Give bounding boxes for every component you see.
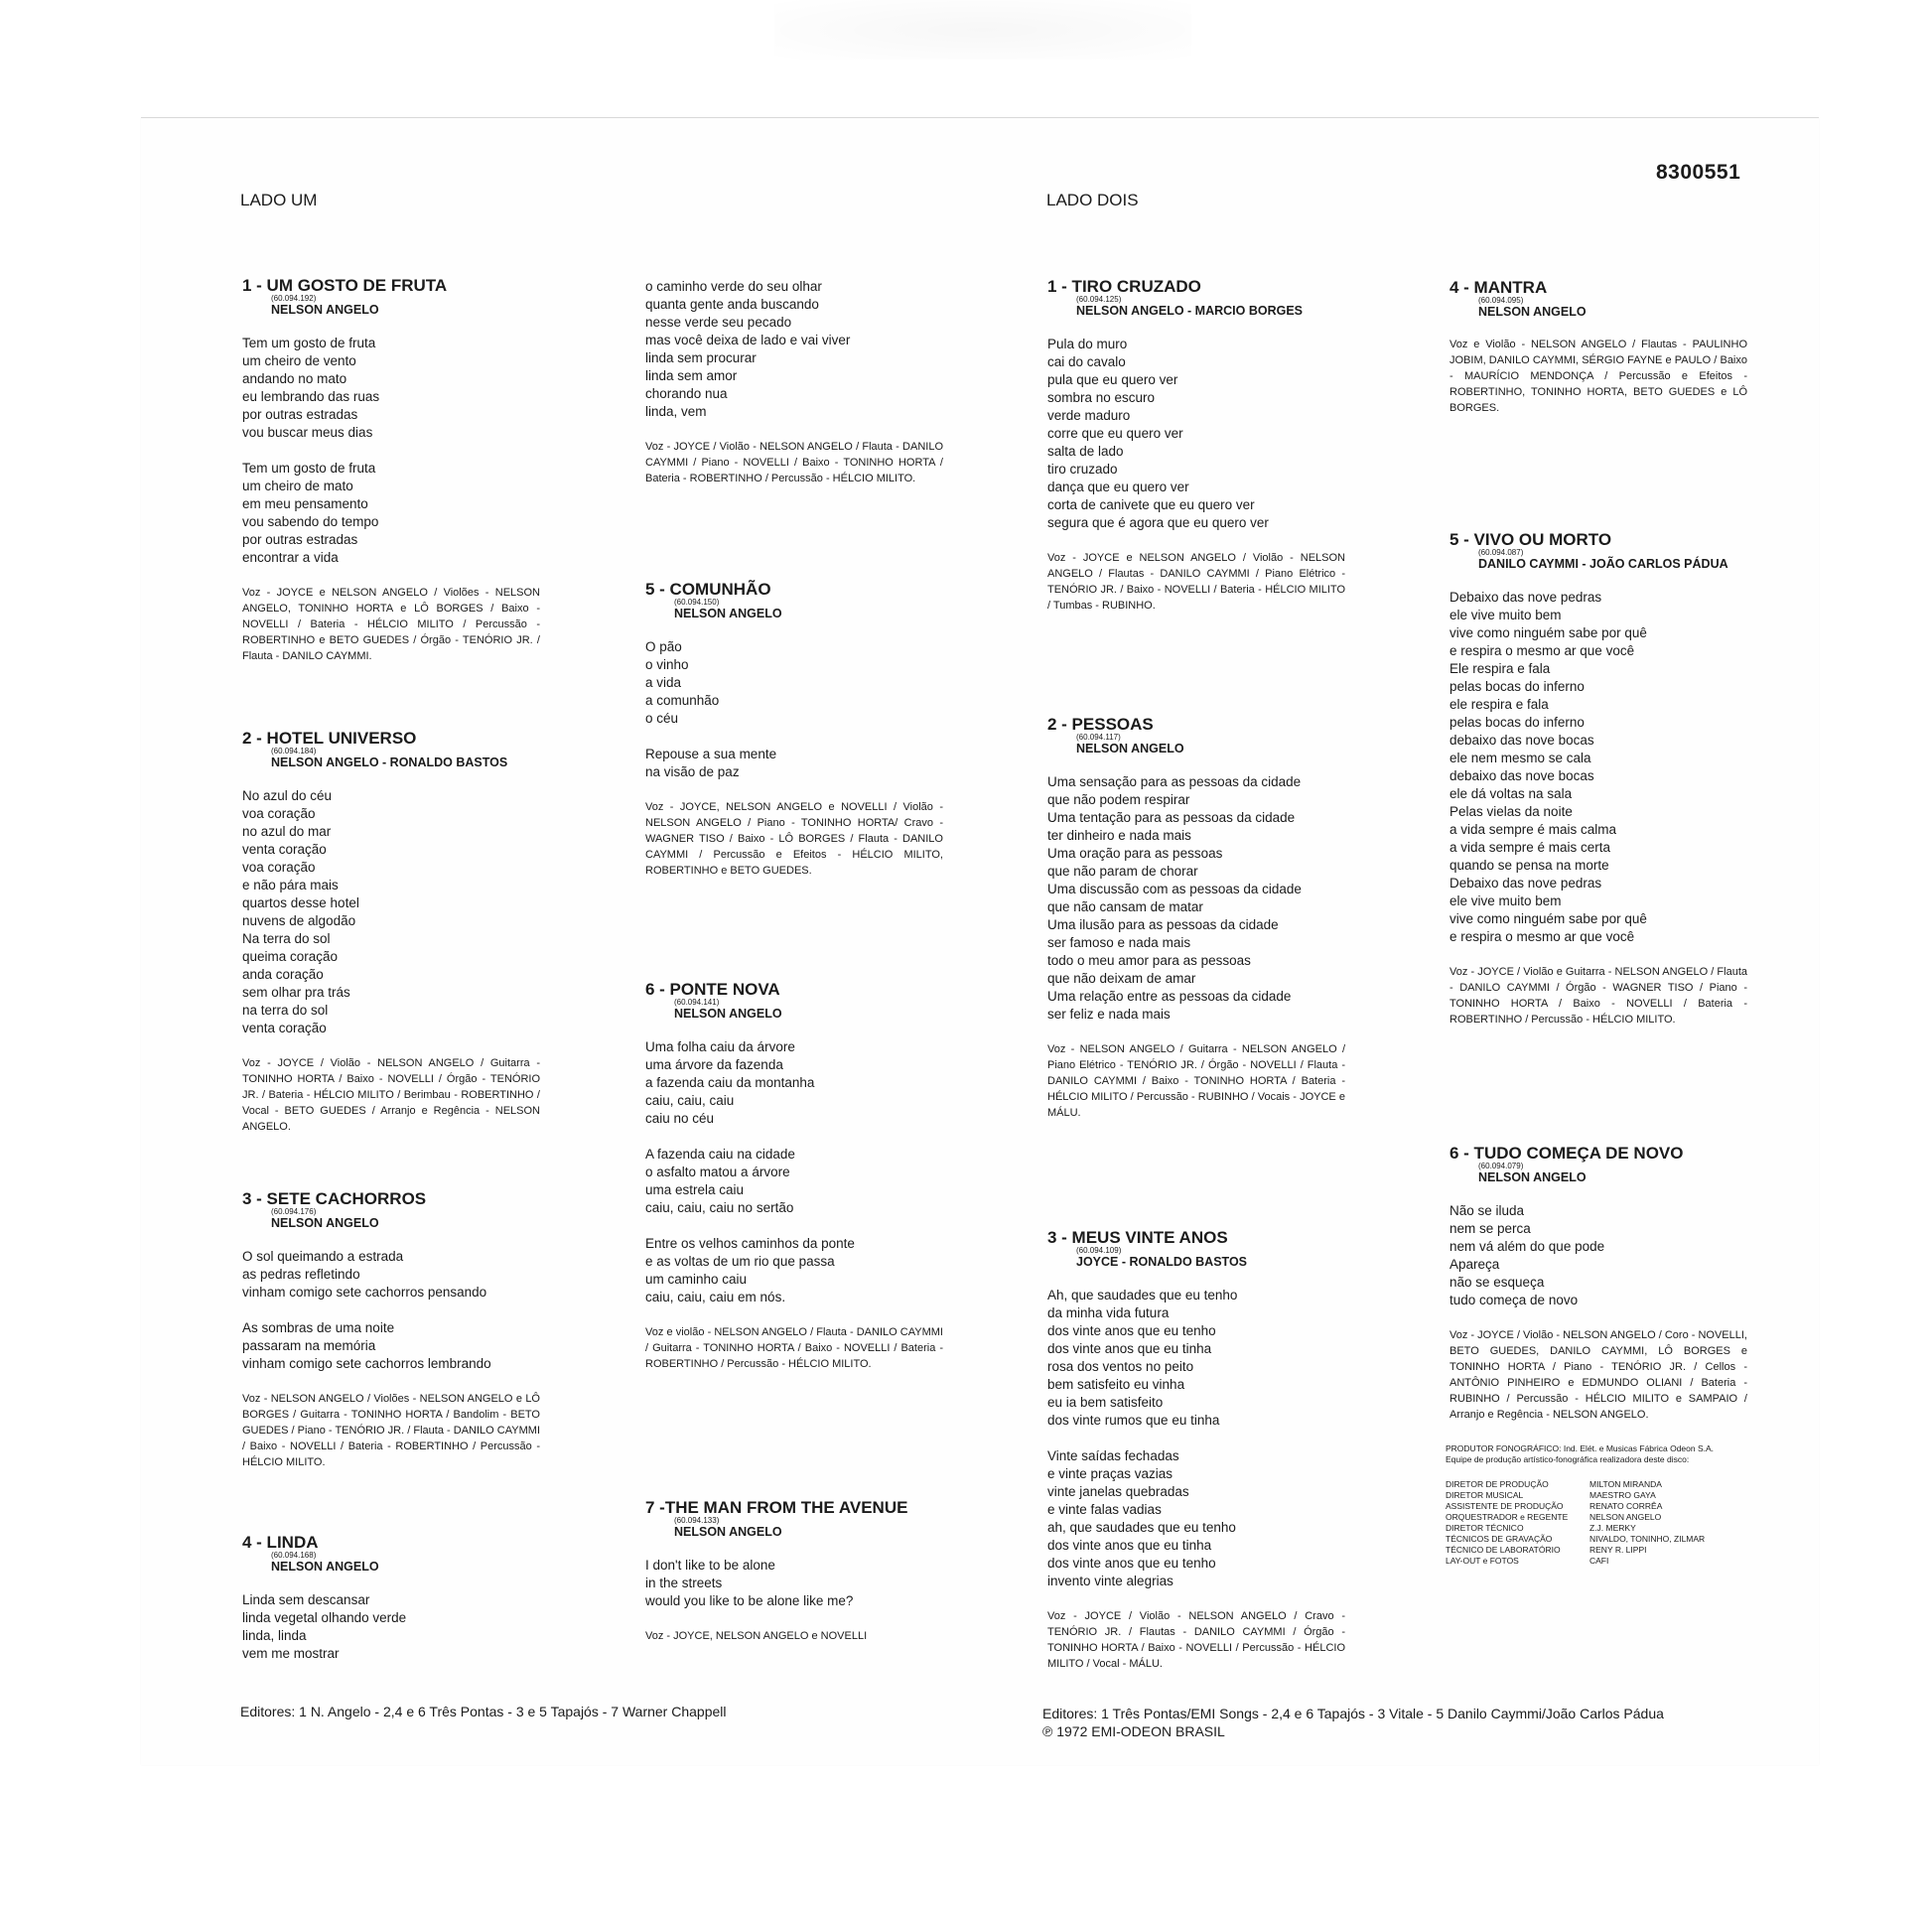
lyric-stanza	[1047, 336, 1345, 532]
production-name: MILTON MIRANDA	[1589, 1479, 1662, 1489]
lyric-line: caiu, caiu, caiu	[645, 1093, 735, 1108]
lyric-line: da minha vida futura	[1047, 1305, 1170, 1320]
lyric-line: a vida sempre é mais calma	[1449, 822, 1617, 837]
lyric-line: nesse verde seu pecado	[645, 315, 792, 330]
lyric-line: voa coração	[242, 860, 316, 875]
lyric-stanza	[242, 460, 540, 567]
lyric-line: ah, que saudades que eu tenho	[1047, 1520, 1236, 1535]
side-one-label: LADO UM	[240, 191, 318, 209]
song-code: (60.094.176)	[271, 1207, 317, 1216]
song-credits: Voz - JOYCE / Violão - NELSON ANGELO / Guitarra - TONINHO HORTA / Baixo - NOVELLI / Órgão - TENÓRIO JR. / Bateria - HÉLCIO MILITO / Berimbau - ROBERTINHO / Vocal - BETO GUEDES / Arranjo e Regência - NELSON ANGELO.	[242, 1057, 540, 1133]
lyric-line: e vinte falas vadias	[1047, 1502, 1162, 1517]
lyric-line: dos vinte anos que eu tinha	[1047, 1538, 1212, 1553]
lyric-line: por outras estradas	[242, 532, 358, 547]
lyric-line: verde maduro	[1047, 408, 1131, 423]
lyric-line: anda coração	[242, 967, 324, 982]
song-title: 5 - COMUNHÃO	[645, 580, 771, 599]
lyric-line: dos vinte anos que eu tinha	[1047, 1341, 1212, 1356]
production-row	[1446, 1479, 1773, 1490]
lyric-line: Uma oração para as pessoas	[1047, 846, 1223, 861]
song-block-side1-1	[242, 276, 540, 664]
production-row	[1446, 1501, 1773, 1512]
lyric-stanza	[242, 1591, 540, 1663]
song-code: (60.094.117)	[1076, 733, 1121, 742]
lyric-line: pula que eu quero ver	[1047, 372, 1178, 387]
lyric-line: Ah, que saudades que eu tenho	[1047, 1288, 1238, 1303]
lyric-line: pelas bocas do inferno	[1449, 715, 1585, 730]
song-title: 5 - VIVO OU MORTO	[1449, 530, 1612, 549]
song-code: (60.094.125)	[1076, 295, 1122, 304]
song-block-side2-3	[1047, 1228, 1345, 1672]
song-block-side2-4	[1449, 278, 1747, 416]
lyric-line: salta de lado	[1047, 444, 1124, 459]
lyric-stanza	[242, 1319, 540, 1373]
lyric-line: voa coração	[242, 806, 316, 821]
lyric-line: sombra no escuro	[1047, 390, 1156, 405]
lyric-line: segura que é agora que eu quero ver	[1047, 515, 1269, 530]
song-composer: DANILO CAYMMI - JOÃO CARLOS PÁDUA	[1478, 557, 1728, 571]
lyric-line: eu ia bem satisfeito	[1047, 1395, 1164, 1410]
lyric-stanza	[1449, 1202, 1747, 1309]
lyric-line: e respira o mesmo ar que você	[1449, 643, 1635, 658]
song-lyrics	[1449, 589, 1747, 946]
production-role: DIRETOR DE PRODUÇÃO	[1446, 1479, 1549, 1489]
song-title: 3 - SETE CACHORROS	[242, 1189, 427, 1208]
song-title: 4 - LINDA	[242, 1533, 319, 1552]
lyric-line: o caminho verde do seu olhar	[645, 279, 822, 294]
song-block-side1-6	[645, 980, 943, 1372]
lyric-line: caiu, caiu, caiu em nós.	[645, 1290, 786, 1304]
song-code: (60.094.087)	[1478, 548, 1524, 557]
lyric-line: um cheiro de vento	[242, 353, 356, 368]
lyric-stanza	[1047, 1287, 1345, 1430]
production-row	[1446, 1556, 1773, 1567]
lyric-line: vem me mostrar	[242, 1646, 340, 1661]
lyric-line: uma árvore da fazenda	[645, 1057, 783, 1072]
production-name: MAESTRO GAYA	[1589, 1490, 1656, 1500]
lyric-line: a vida	[645, 675, 682, 690]
lyric-line: Ele respira e fala	[1449, 661, 1551, 676]
lyric-line: a vida sempre é mais certa	[1449, 840, 1611, 855]
lyric-line: nem se perca	[1449, 1221, 1531, 1236]
production-subheader: Equipe de produção artístico-fonográfica realizadora deste disco:	[1446, 1454, 1690, 1464]
song-credits: Voz - JOYCE / Violão - NELSON ANGELO / Coro - NOVELLI, BETO GUEDES, DANILO CAYMMI, LÔ BORGES e TONINHO HORTA / Piano - TENÓRIO JR. / Cellos - ANTÔNIO PINHEIRO e EDMUNDO OLIANI / Bateria - RUBINHO / Percussão - HÉLCIO MILITO e SAMPAIO / Arranjo e Regência - NELSON ANGELO.	[1449, 1329, 1747, 1421]
lyric-line: a fazenda caiu da montanha	[645, 1075, 815, 1090]
production-header: PRODUTOR FONOGRÁFICO: Ind. Elét. e Musicas Fábrica Odeon S.A.	[1446, 1443, 1715, 1453]
song-code: (60.094.109)	[1076, 1246, 1122, 1255]
song-lyrics	[1047, 1287, 1345, 1590]
lyric-line: a comunhão	[645, 693, 720, 708]
song-code: (60.094.192)	[271, 294, 317, 303]
lyric-line: sem olhar pra trás	[242, 985, 350, 1000]
lyric-line: Uma tentação para as pessoas da cidade	[1047, 810, 1296, 825]
production-credits	[1446, 1443, 1773, 1567]
lyric-line: chorando nua	[645, 386, 728, 401]
lyric-line: tudo começa de novo	[1449, 1293, 1579, 1307]
lyric-line: Tem um gosto de fruta	[242, 461, 376, 476]
production-name: CAFI	[1589, 1556, 1609, 1566]
song-block-side1-7	[645, 1498, 943, 1644]
song-block-side1-5	[645, 580, 943, 879]
song-lyrics	[242, 1591, 540, 1663]
lyric-stanza	[242, 787, 540, 1037]
production-row	[1446, 1490, 1773, 1501]
lyric-line: Debaixo das nove pedras	[1449, 590, 1602, 605]
lyric-line: Uma sensação para as pessoas da cidade	[1047, 774, 1302, 789]
lyric-line: corta de canivete que eu quero ver	[1047, 497, 1255, 512]
song-lyrics	[1047, 773, 1345, 1024]
lyric-line: passaram na memória	[242, 1338, 376, 1353]
lyric-line: linda vegetal olhando verde	[242, 1610, 407, 1625]
lyric-line: vou sabendo do tempo	[242, 514, 379, 529]
song-composer: NELSON ANGELO	[1076, 742, 1184, 755]
lyric-line: que não cansam de matar	[1047, 899, 1203, 914]
song-composer: JOYCE - RONALDO BASTOS	[1076, 1255, 1248, 1269]
lyric-line: Uma ilusão para as pessoas da cidade	[1047, 917, 1279, 932]
lyric-line: would you like to be alone like me?	[645, 1593, 854, 1608]
production-row	[1446, 1523, 1773, 1534]
song-code: (60.094.141)	[674, 998, 720, 1007]
song-code: (60.094.150)	[674, 598, 720, 607]
lyric-line: quartos desse hotel	[242, 895, 359, 910]
lyric-line: vive como ninguém sabe por quê	[1449, 625, 1647, 640]
lyric-stanza	[242, 1248, 540, 1302]
lyric-line: Linda sem descansar	[242, 1592, 370, 1607]
lyric-line: O pão	[645, 639, 682, 654]
lyric-line: ele vive muito bem	[1449, 893, 1562, 908]
production-rows	[1446, 1479, 1773, 1567]
linda-credits: Voz - JOYCE / Violão - NELSON ANGELO / Flauta - DANILO CAYMMI / Piano - NOVELLI / Baixo - TONINHO HORTA / Bateria - ROBERTINHO / Percussão - HÉLCIO MILITO.	[645, 441, 943, 484]
song-composer: NELSON ANGELO - MARCIO BORGES	[1076, 304, 1304, 318]
production-role: TÉCNICO DE LABORATÓRIO	[1446, 1545, 1561, 1555]
song-block-side2-6	[1449, 1144, 1747, 1423]
lyric-line: As sombras de uma noite	[242, 1320, 395, 1335]
song-title: 2 - PESSOAS	[1047, 715, 1154, 734]
song-title: 6 - TUDO COMEÇA DE NOVO	[1449, 1144, 1684, 1163]
song-lyrics	[645, 1557, 943, 1610]
side-two-publishers: Editores: 1 Três Pontas/EMI Songs - 2,4 e 6 Tapajós - 3 Vitale - 5 Danilo Caymmi/João Carlos Pádua	[1042, 1706, 1664, 1721]
lyric-line: linda, linda	[242, 1628, 307, 1643]
lyric-line: venta coração	[242, 842, 327, 857]
lyric-stanza	[645, 638, 943, 728]
production-name: Z.J. MERKY	[1589, 1523, 1636, 1533]
lyric-line: caiu, caiu, caiu no sertão	[645, 1200, 794, 1215]
lyric-line: tiro cruzado	[1047, 462, 1118, 477]
production-role: DIRETOR MUSICAL	[1446, 1490, 1524, 1500]
lyric-line: Entre os velhos caminhos da ponte	[645, 1236, 855, 1251]
lyric-line: invento vinte alegrias	[1047, 1574, 1173, 1588]
lyric-line: ele vive muito bem	[1449, 608, 1562, 622]
lyric-line: Debaixo das nove pedras	[1449, 876, 1602, 891]
production-role: ASSISTENTE DE PRODUÇÃO	[1446, 1501, 1564, 1511]
production-name: NIVALDO, TONINHO, ZILMAR	[1589, 1534, 1706, 1544]
song-lyrics	[645, 638, 943, 781]
lyric-line: vinham comigo sete cachorros pensando	[242, 1285, 487, 1300]
linda-continued-lyrics	[645, 278, 943, 421]
lyric-line: in the streets	[645, 1576, 723, 1590]
production-row	[1446, 1512, 1773, 1523]
song-lyrics	[1047, 336, 1345, 532]
song-credits: Voz - JOYCE / Violão e Guitarra - NELSON ANGELO / Flauta - DANILO CAYMMI / Órgão - WAGNER TISO / Piano - TONINHO HORTA / Baixo - NOVELLI / Bateria - ROBERTINHO / Percussão - HÉLCIO MILITO.	[1449, 966, 1747, 1026]
lyric-line: Apareça	[1449, 1257, 1500, 1272]
song-title: 3 - MEUS VINTE ANOS	[1047, 1228, 1228, 1247]
production-role: ORQUESTRADOR e REGENTE	[1446, 1512, 1569, 1522]
lyric-line: que não podem respirar	[1047, 792, 1190, 807]
lyric-line: no azul do mar	[242, 824, 332, 839]
production-name: NELSON ANGELO	[1589, 1512, 1662, 1522]
song-composer: NELSON ANGELO	[674, 607, 782, 620]
lyric-line: andando no mato	[242, 371, 347, 386]
song-credits: Voz - NELSON ANGELO / Guitarra - NELSON ANGELO / Piano Elétrico - TENÓRIO JR. / Órgão - NOVELLI / Flauta - DANILO CAYMMI / Baixo - TONINHO HORTA / Bateria - HÉLCIO MILITO / Percussão - RUBINHO / Vocais - JOYCE e MÁLU.	[1047, 1043, 1345, 1119]
production-role: DIRETOR TÉCNICO	[1446, 1523, 1524, 1533]
song-block-side1-4	[242, 1533, 540, 1681]
song-title: 7 -THE MAN FROM THE AVENUE	[645, 1498, 908, 1517]
song-composer: NELSON ANGELO	[1478, 1170, 1587, 1184]
lyric-line: não se esqueça	[1449, 1275, 1545, 1290]
production-row	[1446, 1534, 1773, 1545]
song-block-side2-2	[1047, 715, 1345, 1121]
lyric-line: vou buscar meus dias	[242, 425, 373, 440]
song-block-side1-3	[242, 1189, 540, 1470]
lyric-line: vinham comigo sete cachorros lembrando	[242, 1356, 491, 1371]
side-two-label: LADO DOIS	[1046, 191, 1139, 209]
lyric-line: linda, vem	[645, 404, 707, 419]
song-credits: Voz - JOYCE, NELSON ANGELO e NOVELLI / Violão - NELSON ANGELO / Piano - TONINHO HORTA/ Cravo - WAGNER TISO / Baixo - LÔ BORGES / Flauta - DANILO CAYMMI / Percussão e Efeitos - HÉLCIO MILITO, ROBERTINHO e BETO GUEDES.	[645, 801, 943, 877]
song-credits: Voz - JOYCE e NELSON ANGELO / Violão - NELSON ANGELO / Flautas - DANILO CAYMMI / Piano Elétrico - TENÓRIO JR. / Baixo - NOVELLI / Bateria - HÉLCIO MILITO / Tumbas - RUBINHO.	[1047, 552, 1345, 612]
production-name: RENATO CORRÊA	[1589, 1501, 1663, 1511]
lyric-line: uma estrela caiu	[645, 1182, 745, 1197]
lyric-line: debaixo das nove bocas	[1449, 733, 1594, 748]
lyric-line: um caminho caiu	[645, 1272, 748, 1287]
lyric-line: pelas bocas do inferno	[1449, 679, 1585, 694]
song-credits: Voz - JOYCE / Violão - NELSON ANGELO / Cravo - TENÓRIO JR. / Flautas - DANILO CAYMMI / Órgão - TONINHO HORTA / Baixo - NOVELLI / Percussão - HÉLCIO MILITO / Vocal - MÁLU.	[1047, 1610, 1345, 1670]
lyric-line: o céu	[645, 711, 679, 726]
lyric-line: ele nem mesmo se cala	[1449, 751, 1591, 765]
lyric-line: Não se iluda	[1449, 1203, 1525, 1218]
lyric-line: dos vinte anos que eu tenho	[1047, 1556, 1216, 1571]
song-lyrics	[242, 787, 540, 1037]
lyric-line: todo o meu amor para as pessoas	[1047, 953, 1251, 968]
lyric-line: em meu pensamento	[242, 496, 368, 511]
lyric-line: que não param de chorar	[1047, 864, 1198, 879]
lyric-line: na visão de paz	[645, 764, 740, 779]
lyric-line: I don't like to be alone	[645, 1558, 775, 1573]
lyric-line: Tem um gosto de fruta	[242, 336, 376, 350]
lyric-line: ser feliz e nada mais	[1047, 1007, 1171, 1022]
lyric-line: linda sem amor	[645, 368, 738, 383]
lyric-line: e as voltas de um rio que passa	[645, 1254, 835, 1269]
song-title: 1 - TIRO CRUZADO	[1047, 277, 1201, 296]
lyric-stanza	[645, 1235, 943, 1306]
lyric-stanza	[1047, 773, 1345, 1024]
lyric-line: caiu no céu	[645, 1111, 715, 1126]
lyric-line: na terra do sol	[242, 1003, 329, 1018]
song-code: (60.094.133)	[674, 1516, 720, 1525]
lyric-line: e não pára mais	[242, 878, 339, 892]
song-title: 2 - HOTEL UNIVERSO	[242, 729, 417, 748]
song-credits: Voz e violão - NELSON ANGELO / Flauta - DANILO CAYMMI / Guitarra - TONINHO HORTA / Baixo - NOVELLI / Bateria - ROBERTINHO / Percussão - HÉLCIO MILITO.	[645, 1326, 943, 1370]
lyric-line: eu lembrando das ruas	[242, 389, 380, 404]
song-block-side2-1	[1047, 277, 1345, 614]
lyric-line: venta coração	[242, 1021, 327, 1035]
song-block-side2-5	[1449, 530, 1747, 1028]
copyright-line: ℗ 1972 EMI-ODEON BRASIL	[1042, 1723, 1225, 1739]
song-composer: NELSON ANGELO	[271, 303, 379, 317]
lyric-line: nuvens de algodão	[242, 913, 356, 928]
lyric-line: quando se pensa na morte	[1449, 858, 1609, 873]
lyric-line: O sol queimando a estrada	[242, 1249, 404, 1264]
song-code: (60.094.184)	[271, 747, 317, 755]
lyric-line: que não deixam de amar	[1047, 971, 1196, 986]
song-composer: NELSON ANGELO	[1478, 305, 1587, 319]
song-block-side1-2	[242, 729, 540, 1135]
lyric-line: Pula do muro	[1047, 337, 1128, 351]
lyric-line: ele respira e fala	[1449, 697, 1549, 712]
song-lyrics	[645, 1038, 943, 1306]
lyric-line: encontrar a vida	[242, 550, 339, 565]
song-credits: Voz - JOYCE, NELSON ANGELO e NOVELLI	[645, 1630, 868, 1642]
production-row	[1446, 1545, 1773, 1556]
lyric-line: e respira o mesmo ar que você	[1449, 929, 1635, 944]
lyric-line: nem vá além do que pode	[1449, 1239, 1605, 1254]
lyric-line: A fazenda caiu na cidade	[645, 1147, 795, 1162]
linda-continued	[645, 278, 943, 486]
lyric-stanza	[242, 335, 540, 442]
lyric-line: Repouse a sua mente	[645, 747, 777, 761]
lyric-line: Uma discussão com as pessoas da cidade	[1047, 882, 1302, 896]
lyric-stanza	[645, 746, 943, 781]
lyric-line: quanta gente anda buscando	[645, 297, 819, 312]
production-name: RENY R. LIPPI	[1589, 1545, 1647, 1555]
lyric-line: as pedras refletindo	[242, 1267, 360, 1282]
lyric-line: Uma folha caiu da árvore	[645, 1039, 795, 1054]
lyric-line: queima coração	[242, 949, 339, 964]
lyric-line: o vinho	[645, 657, 689, 672]
song-composer: NELSON ANGELO	[271, 1216, 379, 1230]
lyric-stanza	[645, 1557, 943, 1610]
lyric-line: vinte janelas quebradas	[1047, 1484, 1189, 1499]
lyric-line: Vinte saídas fechadas	[1047, 1448, 1179, 1463]
lyric-line: debaixo das nove bocas	[1449, 768, 1594, 783]
song-code: (60.094.079)	[1478, 1162, 1524, 1170]
song-title: 6 - PONTE NOVA	[645, 980, 780, 999]
sheet-top-edge	[141, 117, 1819, 118]
side-one-publishers: Editores: 1 N. Angelo - 2,4 e 6 Três Pontas - 3 e 5 Tapajós - 7 Warner Chappell	[240, 1704, 727, 1719]
lyric-line: Pelas vielas da noite	[1449, 804, 1573, 819]
lyric-line: Na terra do sol	[242, 931, 331, 946]
production-role: TÉCNICOS DE GRAVAÇÃO	[1446, 1534, 1553, 1544]
lyric-line: ser famoso e nada mais	[1047, 935, 1191, 950]
catalog-number: 8300551	[1656, 161, 1741, 184]
lyric-line: ele dá voltas na sala	[1449, 786, 1573, 801]
lyric-line: mas você deixa de lado e vai viver	[645, 333, 851, 347]
song-composer: NELSON ANGELO	[674, 1007, 782, 1021]
top-bleed-through	[774, 0, 1191, 60]
lyric-line: por outras estradas	[242, 407, 358, 422]
lyric-line: Uma relação entre as pessoas da cidade	[1047, 989, 1292, 1004]
lyric-line: ter dinheiro e nada mais	[1047, 828, 1191, 843]
lyric-line: vive como ninguém sabe por quê	[1449, 911, 1647, 926]
song-composer: NELSON ANGELO	[271, 1560, 379, 1574]
lyric-line: dança que eu quero ver	[1047, 480, 1189, 494]
lyric-line: No azul do céu	[242, 788, 333, 803]
lyric-line: dos vinte anos que eu tenho	[1047, 1323, 1216, 1338]
lyric-line: dos vinte rumos que eu tinha	[1047, 1413, 1220, 1428]
lyric-line: rosa dos ventos no peito	[1047, 1359, 1194, 1374]
lyric-stanza	[645, 1146, 943, 1217]
lyric-line: e vinte praças vazias	[1047, 1466, 1173, 1481]
song-composer: NELSON ANGELO	[674, 1525, 782, 1539]
song-title: 1 - UM GOSTO DE FRUTA	[242, 276, 448, 295]
song-credits: Voz - NELSON ANGELO / Violões - NELSON ANGELO e LÔ BORGES / Guitarra - TONINHO HORTA / Bandolim - BETO GUEDES / Piano - TENÓRIO JR. / Flauta - DANILO CAYMMI / Baixo - NOVELLI / Bateria - ROBERTINHO / Percussão - HÉLCIO MILITO.	[242, 1393, 540, 1468]
production-role: LAY-OUT e FOTOS	[1446, 1556, 1519, 1566]
song-title: 4 - MANTRA	[1449, 278, 1548, 297]
song-composer: NELSON ANGELO - RONALDO BASTOS	[271, 755, 508, 769]
song-credits: Voz - JOYCE e NELSON ANGELO / Violões - NELSON ANGELO, TONINHO HORTA e LÔ BORGES / Baixo - NOVELLI / Bateria - HÉLCIO MILITO / Percussão - ROBERTINHO e BETO GUEDES / Órgão - TENÓRIO JR. / Flauta - DANILO CAYMMI.	[242, 587, 540, 662]
lyric-stanza	[645, 1038, 943, 1128]
lyric-line: um cheiro de mato	[242, 479, 353, 493]
lyric-line: o asfalto matou a árvore	[645, 1165, 790, 1179]
song-code: (60.094.095)	[1478, 296, 1524, 305]
song-lyrics	[1449, 1202, 1747, 1309]
lyric-stanza	[1047, 1447, 1345, 1590]
lyric-line: bem satisfeito eu vinha	[1047, 1377, 1185, 1392]
song-lyrics	[242, 335, 540, 567]
lyric-line: corre que eu quero ver	[1047, 426, 1183, 441]
lyric-stanza	[1449, 589, 1747, 946]
lyric-line: cai do cavalo	[1047, 354, 1126, 369]
song-code: (60.094.168)	[271, 1551, 317, 1560]
song-credits: Voz e Violão - NELSON ANGELO / Flautas - PAULINHO JOBIM, DANILO CAYMMI, SÉRGIO FAYNE e PAULO / Baixo - MAURÍCIO MENDONÇA / Percussão e Efeitos - ROBERTINHO, TONINHO HORTA, BETO GUEDES e LÔ BORGES.	[1449, 339, 1747, 414]
lyric-line: linda sem procurar	[645, 350, 757, 365]
song-lyrics	[242, 1248, 540, 1373]
